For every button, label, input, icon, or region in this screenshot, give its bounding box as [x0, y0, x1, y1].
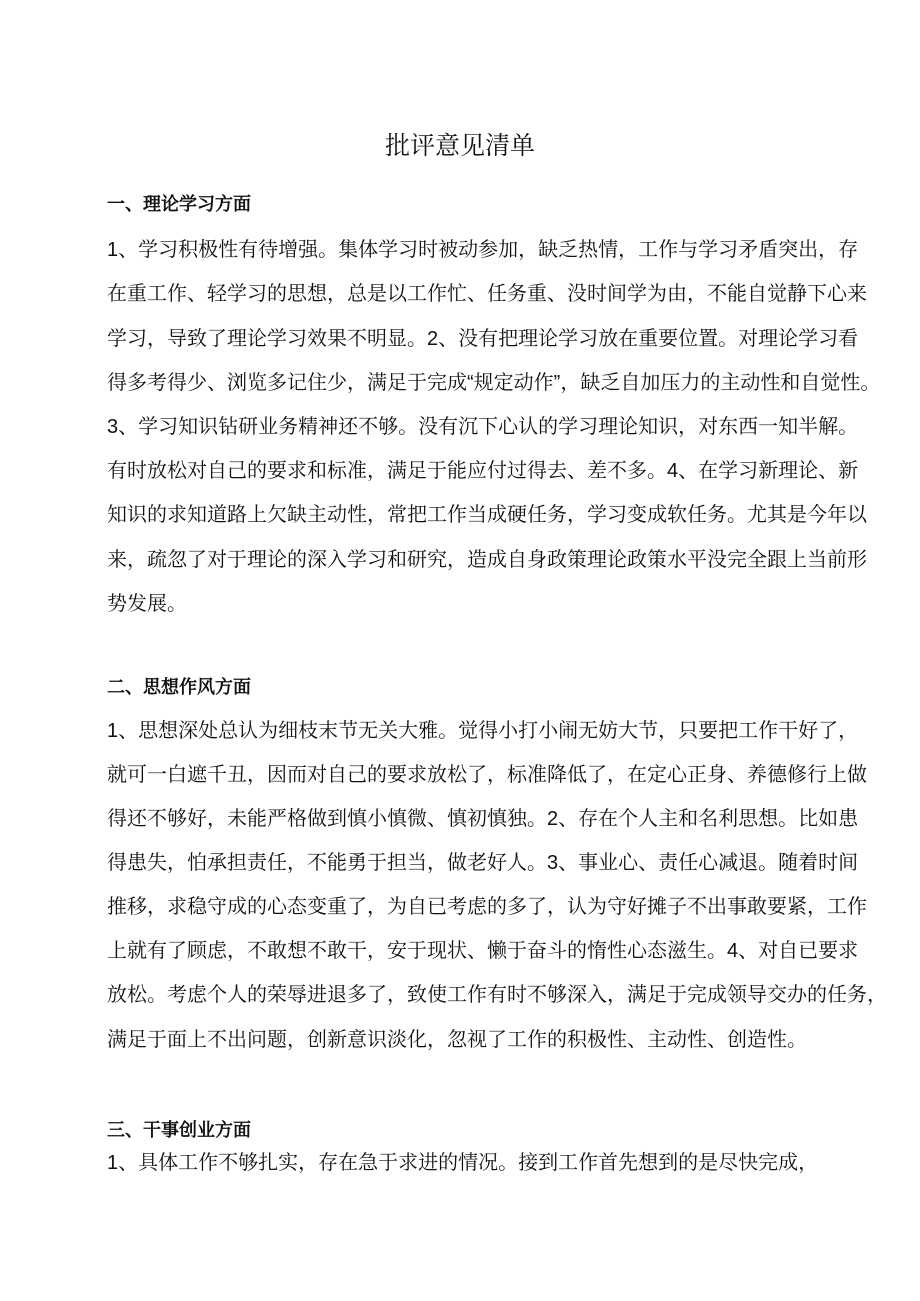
paragraph-line: 学习，导致了理论学习效果不明显。2、没有把理论学习放在重要位置。对理论学习看 [107, 328, 859, 350]
paragraph-line: 得多考得少、浏览多记住少，满足于完成“规定动作”，缺乏自加压力的主动性和自觉性。 [107, 372, 881, 394]
paragraph-line: 1、具体工作不够扎实，存在急于求进的情况。接到工作首先想到的是尽快完成， [107, 1152, 819, 1174]
paragraph-line: 1、学习积极性有待增强。集体学习时被动参加，缺乏热情，工作与学习矛盾突出，存 [107, 239, 859, 261]
paragraph-line: 在重工作、轻学习的思想，总是以工作忙、任务重、没时间学为由，不能自觉静下心来 [107, 283, 867, 305]
paragraph-line: 有时放松对自己的要求和标准，满足于能应付过得去、差不多。4、在学习新理论、新 [107, 460, 859, 482]
paragraph-line: 3、学习知识钻研业务精神还不够。没有沉下心认的学习理论知识，对东西一知半解。 [107, 416, 859, 438]
paragraph-line: 推移，求稳守成的心态变重了，为自已考虑的多了，认为守好摊子不出事敢要紧，工作 [107, 896, 867, 918]
section-heading: 三、干事创业方面 [107, 1120, 251, 1140]
document-title: 批评意见清单 [384, 132, 535, 160]
paragraph-line: 得患失，怕承担责任，不能勇于担当，做老好人。3、事业心、责任心减退。随着时间 [107, 852, 859, 874]
paragraph-line: 势发展。 [107, 593, 187, 615]
paragraph-line: 得还不够好，未能严格做到慎小慎微、慎初慎独。2、存在个人主和名利思想。比如患 [107, 808, 859, 830]
paragraph-line: 就可一白遮千丑，因而对自己的要求放松了，标准降低了，在定心正身、养德修行上做 [107, 764, 867, 786]
paragraph-line: 满足于面上不出问题，创新意识淡化，忽视了工作的积极性、主动性、创造性。 [107, 1029, 807, 1051]
paragraph-line: 知识的求知道路上欠缺主动性，常把工作当成硬任务，学习变成软任务。尤其是今年以 [107, 504, 867, 526]
section-heading: 一、理论学习方面 [107, 194, 251, 214]
paragraph-line: 放松。考虑个人的荣辱进退多了，致使工作有时不够深入，满足于完成领导交办的任务， [107, 984, 887, 1006]
paragraph-line: 来，疏忽了对于理论的深入学习和研究，造成自身政策理论政策水平没完全跟上当前形 [107, 549, 867, 571]
paragraph-line: 上就有了顾虑，不敢想不敢干，安于现状、懒于奋斗的惰性心态滋生。4、对自已要求 [107, 940, 859, 962]
section-heading: 二、思想作风方面 [107, 677, 251, 697]
paragraph-line: 1、思想深处总认为细枝末节无关大雅。觉得小打小闹无妨大节，只要把工作干好了， [107, 720, 859, 742]
